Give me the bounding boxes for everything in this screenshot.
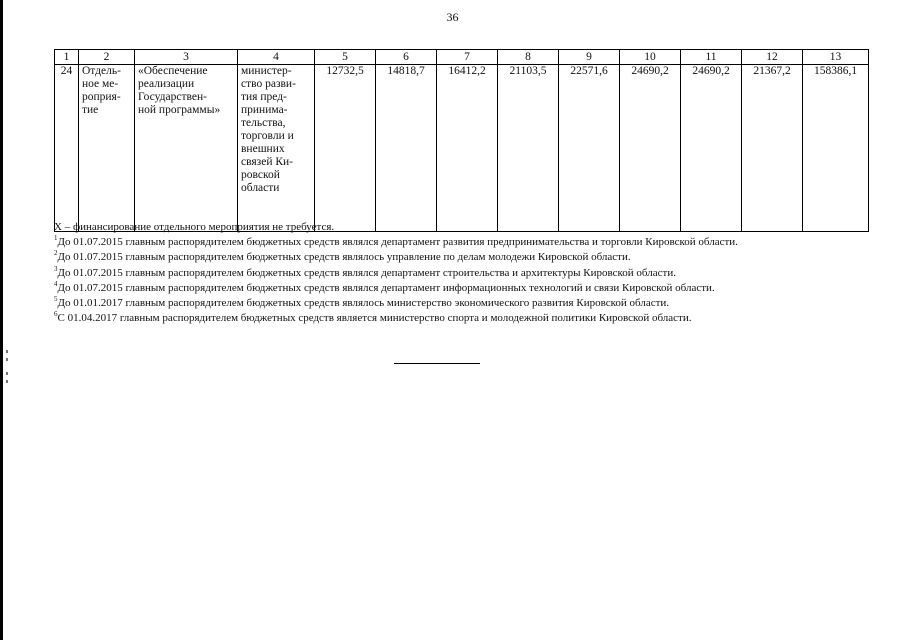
text-line: торговли и	[241, 130, 294, 142]
text-line: тие	[82, 104, 99, 116]
scan-mark	[6, 358, 8, 361]
text-line: роприя-	[82, 91, 121, 103]
text-line: внешних	[241, 143, 285, 155]
col-header: 11	[681, 50, 742, 65]
scan-mark	[6, 372, 8, 375]
footnote-text: До 01.07.2015 главным распорядителем бюджетных средств являлся департамент развития предпринимательства и торговли Кировской области.	[57, 236, 738, 249]
event-type-cell	[79, 65, 135, 232]
text-line: ное ме-	[82, 78, 119, 90]
col-header: 1	[55, 50, 79, 65]
footnote-marker: 2	[54, 249, 58, 258]
value-cell: 14818,7	[376, 65, 437, 232]
value-cell: 21103,5	[498, 65, 559, 232]
value-cell: 24690,2	[681, 65, 742, 232]
value-cell: 24690,2	[620, 65, 681, 232]
footnote	[54, 250, 884, 265]
footnote	[54, 281, 884, 296]
col-header: 2	[79, 50, 135, 65]
col-header: 9	[559, 50, 620, 65]
col-header: 8	[498, 50, 559, 65]
event-name-cell	[135, 65, 238, 232]
col-header: 7	[437, 50, 498, 65]
footnote-text: С 01.04.2017 главным распорядителем бюджетных средств является министерство спорта и молодежной политики Кировской области.	[57, 312, 692, 325]
text-line: Отдель-	[82, 65, 121, 77]
text-line: министер-	[241, 65, 292, 77]
value-cell: 22571,6	[559, 65, 620, 232]
text-line: «Обеспечение	[138, 65, 208, 77]
footnote-marker: 5	[54, 295, 58, 304]
total-value-cell: 158386,1	[803, 65, 869, 232]
text-line: связей Ки-	[241, 156, 294, 168]
footnote-marker: 1	[54, 234, 58, 243]
row-number: 24	[55, 65, 79, 232]
end-rule	[394, 363, 480, 364]
text-line: реализации	[138, 78, 195, 90]
scan-mark	[6, 350, 8, 353]
footnote-text: До 01.01.2017 главным распорядителем бюджетных средств являлось министерство экономического развития Кировской области.	[57, 297, 670, 310]
footnote-text: До 01.07.2015 главным распорядителем бюджетных средств являлся департамент строительства и архитектуры Кировской области.	[57, 266, 676, 279]
value-cell: 16412,2	[437, 65, 498, 232]
col-header: 3	[135, 50, 238, 65]
footnote	[54, 266, 884, 281]
funding-table	[54, 49, 869, 232]
value-cell: 21367,2	[742, 65, 803, 232]
footnote	[54, 311, 884, 326]
text-line: области	[241, 182, 280, 194]
col-header: 4	[238, 50, 315, 65]
text-line: Государствен-	[138, 91, 207, 103]
text-line: ровской	[241, 169, 280, 181]
executor-cell	[238, 65, 315, 232]
value-cell: 12732,5	[315, 65, 376, 232]
col-header: 5	[315, 50, 376, 65]
footnote-marker: 4	[54, 279, 58, 288]
text-line: тельства,	[241, 117, 286, 129]
col-header: 6	[376, 50, 437, 65]
footnote-text: До 01.07.2015 главным распорядителем бюджетных средств являлось управление по делам молодежи Кировской области.	[57, 251, 631, 264]
page-number: 36	[446, 10, 459, 24]
footnote-marker: 6	[54, 310, 58, 319]
text-line: ство разви-	[241, 78, 296, 90]
text-line: принима-	[241, 104, 288, 116]
col-header: 10	[620, 50, 681, 65]
scan-mark	[6, 380, 8, 383]
footnote	[54, 235, 884, 250]
scan-border	[0, 0, 3, 640]
text-line: тия пред-	[241, 91, 287, 103]
footnote	[54, 296, 884, 311]
footnote-text: До 01.07.2015 главным распорядителем бюджетных средств являлся департамент информационных технологий и связи Кировской области.	[57, 281, 715, 294]
col-header: 12	[742, 50, 803, 65]
footnote-text: Х – финансирование отдельного мероприятия не требуется.	[54, 221, 335, 233]
footnotes	[54, 220, 884, 326]
footnote	[54, 220, 884, 235]
text-line: ной программы»	[138, 104, 221, 116]
table-row	[55, 65, 869, 232]
header-row	[55, 50, 869, 65]
col-header: 13	[803, 50, 869, 65]
footnote-marker: 3	[54, 264, 58, 273]
